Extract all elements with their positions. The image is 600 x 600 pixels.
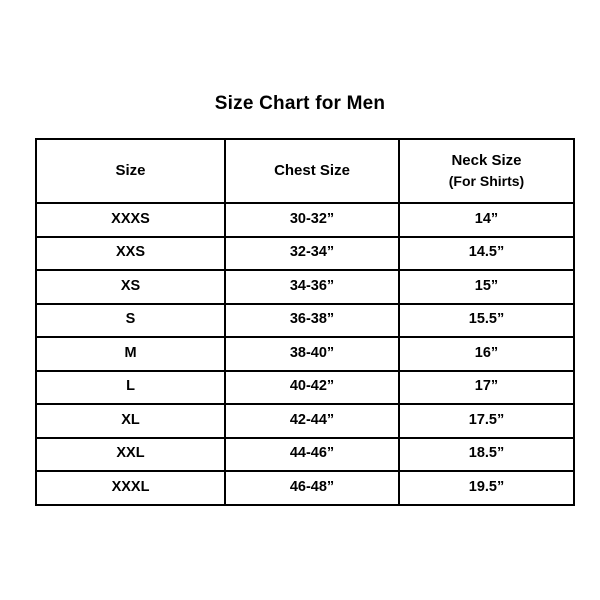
cell-neck: 15” <box>399 270 574 304</box>
cell-neck: 17” <box>399 371 574 405</box>
table-row <box>36 371 574 405</box>
cell-chest: 40-42” <box>225 371 399 405</box>
cell-neck: 16” <box>399 337 574 371</box>
cell-neck: 17.5” <box>399 404 574 438</box>
table-row <box>36 270 574 304</box>
cell-chest: 32-34” <box>225 237 399 271</box>
column-header-chest <box>225 139 399 203</box>
cell-chest: 46-48” <box>225 471 399 505</box>
cell-chest: 34-36” <box>225 270 399 304</box>
column-header-size-label: Size <box>115 161 146 179</box>
cell-size: M <box>36 337 225 371</box>
cell-size: XXXL <box>36 471 225 505</box>
table-row <box>36 404 574 438</box>
column-header-neck-label: Neck Size <box>451 152 522 170</box>
cell-neck: 18.5” <box>399 438 574 472</box>
table-header-row <box>36 139 574 203</box>
size-chart-table-container <box>35 138 567 506</box>
cell-size: XL <box>36 404 225 438</box>
cell-chest: 30-32” <box>225 203 399 237</box>
cell-neck: 19.5” <box>399 471 574 505</box>
cell-neck: 15.5” <box>399 304 574 338</box>
cell-neck: 14.5” <box>399 237 574 271</box>
cell-size: L <box>36 371 225 405</box>
cell-neck: 14” <box>399 203 574 237</box>
cell-chest: 42-44” <box>225 404 399 438</box>
size-chart-table <box>35 138 575 506</box>
table-row <box>36 304 574 338</box>
column-header-neck-sublabel: (For Shirts) <box>448 172 525 189</box>
table-row <box>36 237 574 271</box>
table-row <box>36 471 574 505</box>
cell-size: XS <box>36 270 225 304</box>
cell-chest: 44-46” <box>225 438 399 472</box>
table-row <box>36 438 574 472</box>
cell-size: S <box>36 304 225 338</box>
table-body <box>36 203 574 505</box>
cell-chest: 36-38” <box>225 304 399 338</box>
column-header-size <box>36 139 225 203</box>
cell-size: XXS <box>36 237 225 271</box>
column-header-neck <box>399 139 574 203</box>
cell-chest: 38-40” <box>225 337 399 371</box>
page-title: Size Chart for Men <box>214 93 386 114</box>
cell-size: XXXS <box>36 203 225 237</box>
table-header <box>36 139 574 203</box>
cell-size: XXL <box>36 438 225 472</box>
table-row <box>36 203 574 237</box>
table-row <box>36 337 574 371</box>
column-header-chest-label: Chest Size <box>274 161 350 179</box>
